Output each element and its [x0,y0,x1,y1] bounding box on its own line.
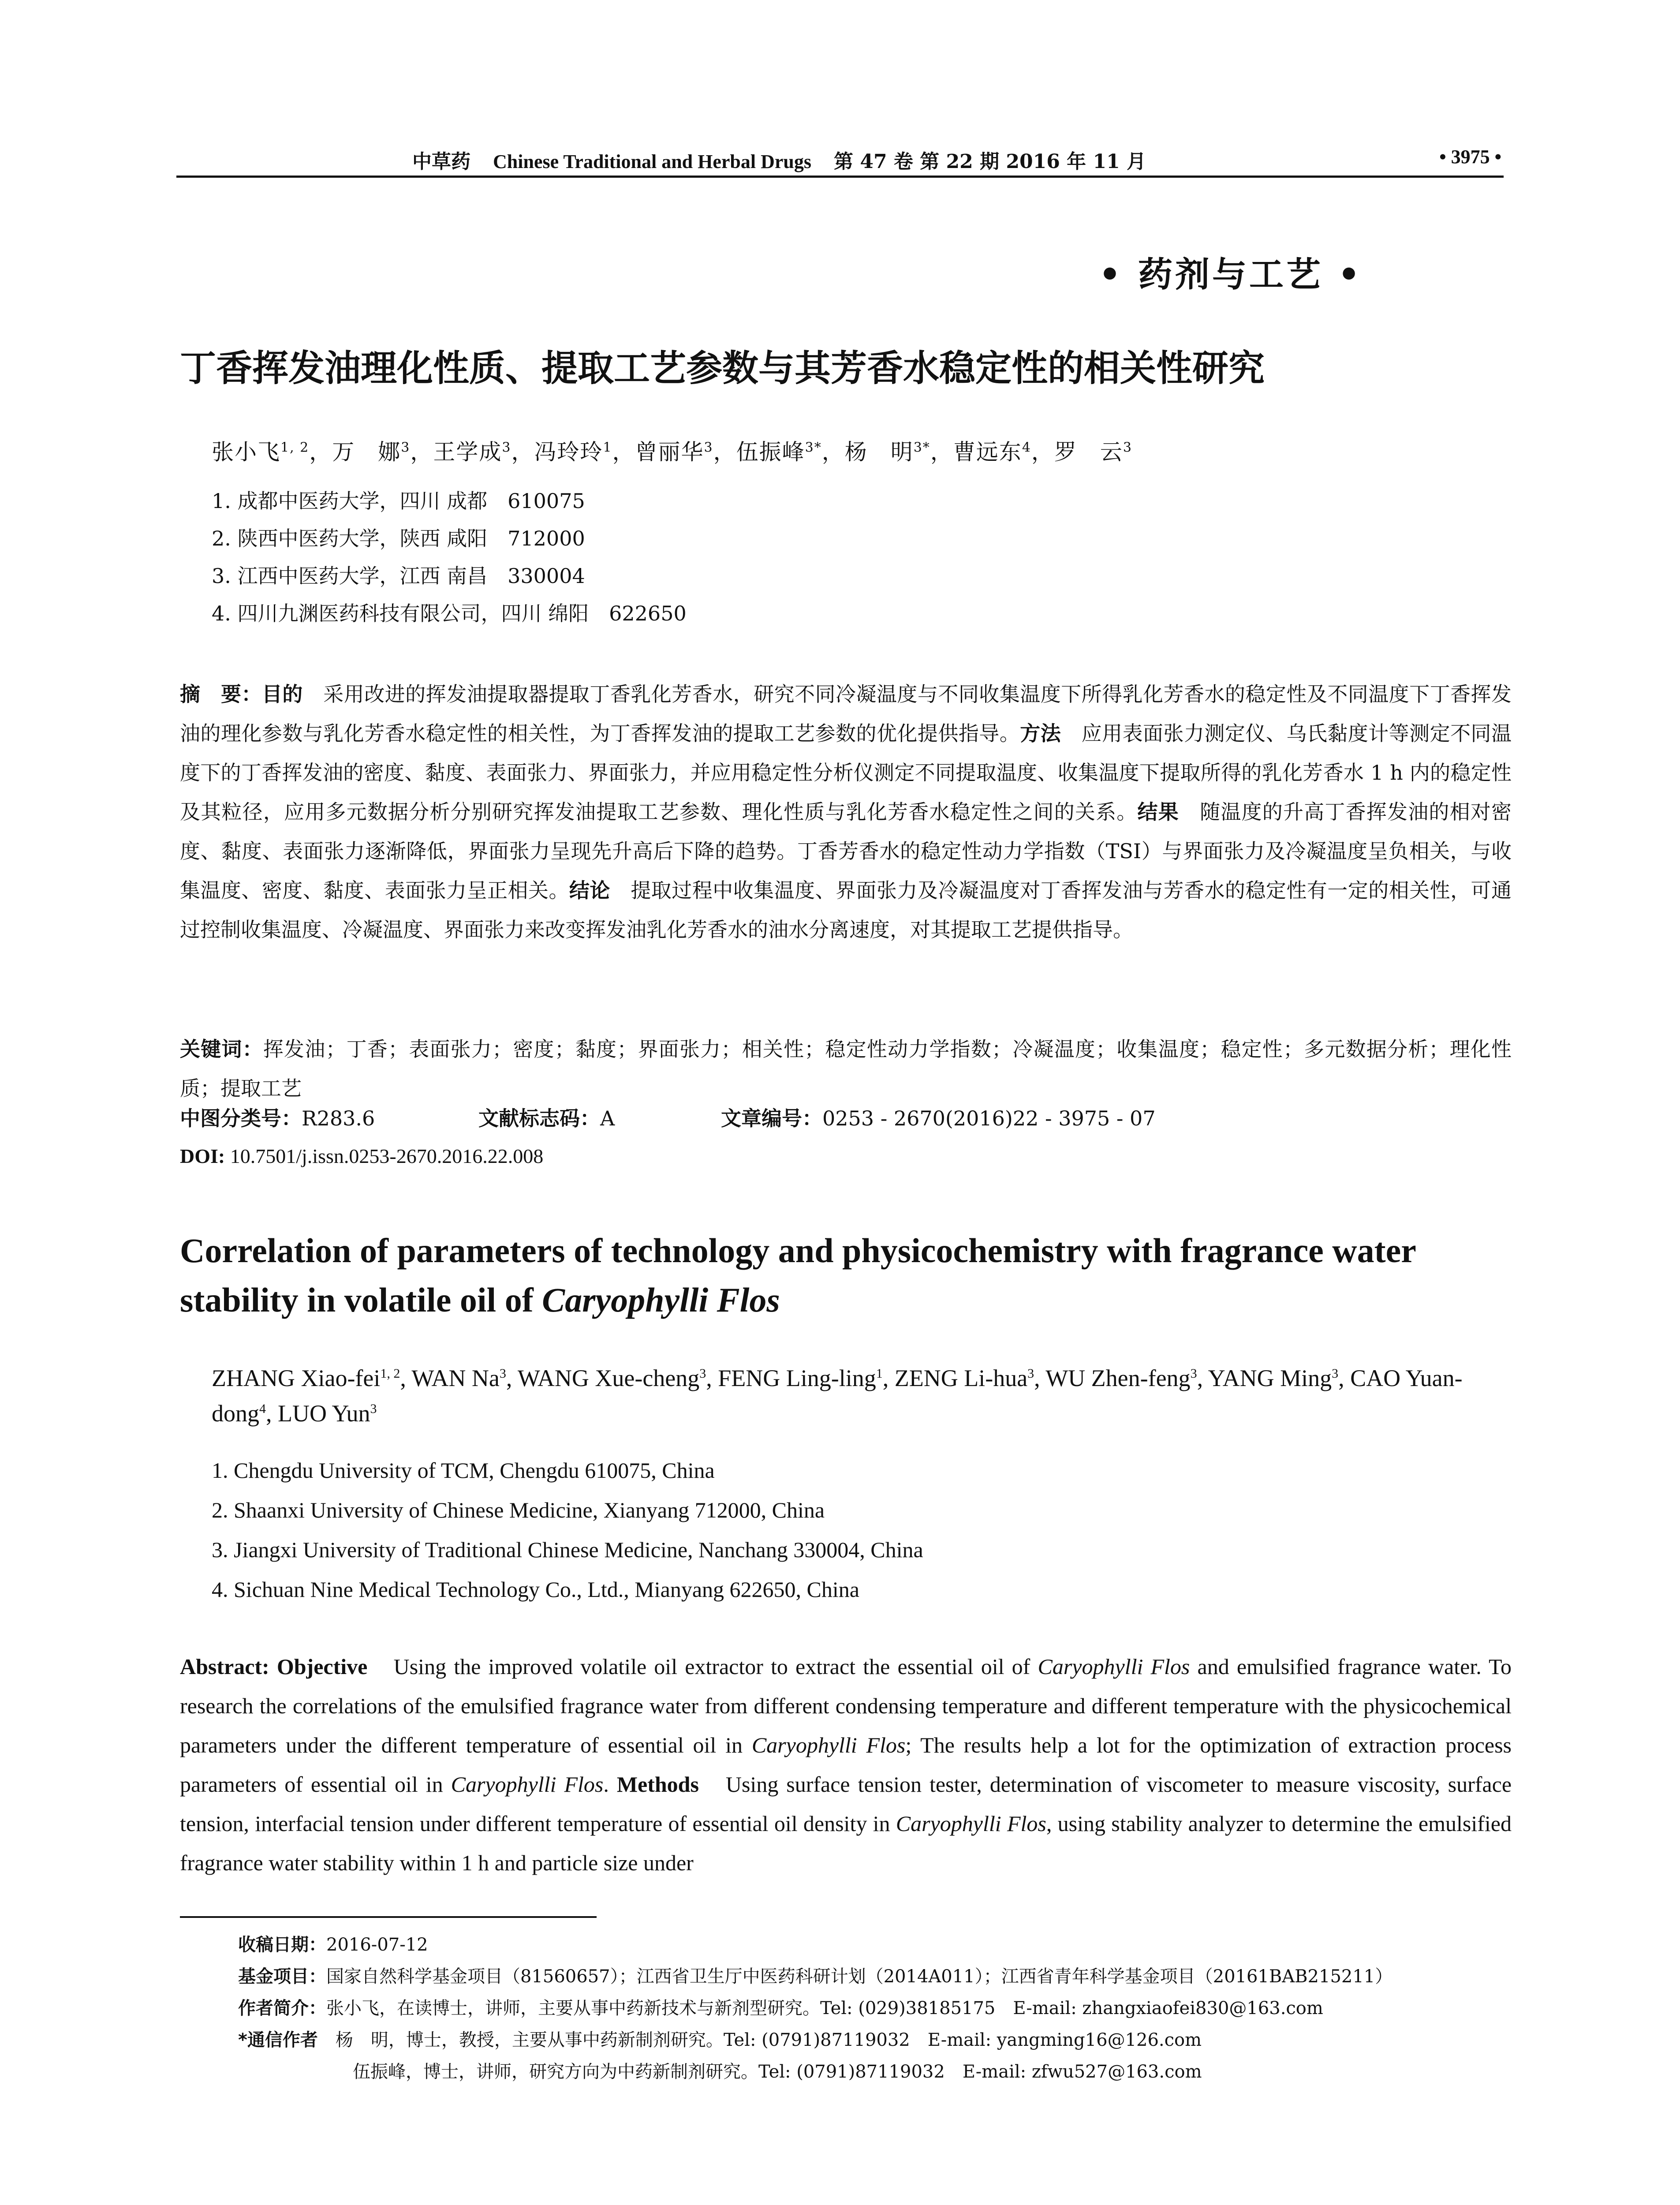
author-cn-name: 万 娜 [332,439,401,465]
author-cn-name: 王学成 [433,439,502,465]
footnote-fund [238,1962,1393,1988]
author-cn-name: 曹远东 [953,439,1022,465]
issue-info: 第 47 卷 第 22 期 2016 年 11 月 [834,150,1146,173]
abstract-en-text-3: ; The results help a lot for the optimization of extraction process parameters of essential oil in [180,1733,1512,1797]
doc-label: 文献标志码： [478,1106,600,1130]
author-cn-affiliation-mark: 1, 2 [280,440,310,456]
author-cn-name: 伍振峰 [736,439,805,465]
footnote-corresponding-2: 伍振峰，博士，讲师，研究方向为中药新制剂研究。Tel: (0791)87119032 E-mail: zfwu527@163.com [353,2062,1202,2082]
author-en-affiliation-mark: 1, 2 [380,1366,400,1381]
affiliation-cn-2: 2. 陕西中医药大学，陕西 咸阳 712000 [212,527,585,550]
author-en-separator: , [1338,1365,1351,1391]
affiliation-en-3: 3. Jiangxi University of Traditional Chinese Medicine, Nanchang 330004, China [212,1537,923,1562]
footnote-rule [180,1916,597,1918]
author-cn-affiliation-mark: 1 [603,440,612,456]
author-cn-affiliation-mark: 3 [502,440,511,456]
methods-label: 方法 [1020,721,1061,745]
clc-label: 中图分类号： [180,1106,302,1130]
author-cn-affiliation-mark: 3* [913,440,930,456]
footnote-corresponding [238,2026,1202,2051]
title-cn: 丁香挥发油理化性质、提取工艺参数与其芳香水稳定性的相关性研究 [180,348,1265,389]
conclusion-label: 结论 [569,878,610,902]
journal-name-cn: 中草药 [412,150,470,173]
author-cn-separator: ， [511,439,534,465]
abstract-en-text-6: , using stability analyzer to determine the emulsified fragrance water stability within 1 h and particle size under [180,1811,1512,1875]
affiliation-cn-1: 1. 成都中医药大学，四川 成都 610075 [212,489,585,513]
fund-label: 基金项目： [238,1966,326,1987]
author-cn-name: 杨 明 [844,439,914,465]
affiliation-cn-3: 3. 江西中医药大学，江西 南昌 330004 [212,564,585,588]
species-name: Caryophylli Flos [1038,1654,1190,1679]
author-en-separator: , [266,1400,278,1427]
author-en-affiliation-mark: 3 [1332,1366,1339,1381]
author-cn-separator: ， [713,439,736,465]
author-en-name: ZENG Li-hua [894,1365,1028,1391]
authors-en [212,1360,1517,1431]
author-cn-separator: ， [309,439,332,465]
abstract-en-text-2: and emulsified fragrance water. To research the correlations of the emulsified fragrance water from different condensing temperature and different temperature with the physicochemical parameters under the different temperature of essential oil in [180,1654,1512,1757]
corresponding-text-1: 杨 明，博士，教授，主要从事中药新制剂研究。Tel: (0791)87119032 E-mail: yangming16@126.com [317,2030,1202,2050]
abstract-en [180,1647,1512,1883]
author-en-name: WAN Na [411,1365,500,1391]
author-bio-label: 作者简介： [238,1998,326,2018]
abstract-cn [180,675,1512,949]
author-en-affiliation-mark: 3 [370,1401,377,1416]
abstract-en-text-1: Using the improved volatile oil extractor to extract the essential oil of [367,1654,1038,1679]
clc-number [180,1102,375,1132]
objective-text: 采用改进的挥发油提取器提取丁香乳化芳香水，研究不同冷凝温度与不同收集温度下所得乳化芳香水的稳定性及不同温度下丁香挥发油的理化参数与乳化芳香水稳定性的相关性，为丁香挥发油的提取工艺参数的优化提供指导。 [180,682,1512,745]
author-en-affiliation-mark: 3 [699,1366,706,1381]
article-label: 文章编号： [721,1106,822,1130]
author-en-name: CAO Yuan-dong [212,1365,1463,1427]
author-en-separator: , [706,1365,718,1391]
author-cn-affiliation-mark: 3 [401,440,411,456]
affiliation-en-1: 1. Chengdu University of TCM, Chengdu 610075, China [212,1458,715,1483]
objective-label: 目的 [261,682,303,706]
author-en-affiliation-mark: 3 [1190,1366,1197,1381]
author-en-name: WU Zhen-feng [1045,1365,1191,1391]
author-cn-name: 张小飞 [212,439,280,465]
running-header [412,146,1146,174]
author-cn-affiliation-mark: 4 [1022,440,1031,456]
received-date: 2016-07-12 [326,1935,428,1955]
species-name: Caryophylli Flos [896,1811,1046,1836]
article-number [721,1102,1156,1132]
title-en-italic: Caryophylli Flos [542,1281,780,1319]
author-en-name: FENG Ling-ling [718,1365,876,1391]
article-value: 0253 - 2670(2016)22 - 3975 - 07 [822,1106,1156,1130]
species-name: Caryophylli Flos [751,1733,906,1757]
author-cn-affiliation-mark: 3 [1123,440,1132,456]
author-en-separator: , [506,1365,518,1391]
keywords-cn [180,1030,1512,1108]
fund-text: 国家自然科学基金项目（81560657）；江西省卫生厅中医药科研计划（2014A011）；江西省青年科学基金项目（20161BAB215211） [326,1966,1393,1987]
author-en-separator: , [1034,1365,1046,1391]
authors-cn [212,434,1132,466]
abstract-cn-label: 摘 要： [180,682,262,706]
methods-text: 应用表面张力测定仪、乌氏黏度计等测定不同温度下的丁香挥发油的密度、黏度、表面张力、界面张力，并应用稳定性分析仪测定不同提取温度、收集温度下提取所得的乳化芳香水 1 h 内的稳定性及其粒径，应用多元数据分析分别研究挥发油提取工艺参数、理化性质与乳化芳香水稳定性之间的关系。 [180,721,1512,824]
author-en-affiliation-mark: 1 [876,1366,883,1381]
author-cn-separator: ， [821,439,845,465]
doc-value: A [600,1106,615,1130]
keywords-label: 关键词： [180,1037,263,1061]
affiliation-en-4: 4. Sichuan Nine Medical Technology Co., Ltd., Mianyang 622650, China [212,1577,859,1602]
author-en-name: ZHANG Xiao-fei [212,1365,381,1391]
footnote-received [238,1931,428,1956]
author-cn-name: 罗 云 [1054,439,1123,465]
header-rule [176,176,1504,178]
affiliation-en-2: 2. Shaanxi University of Chinese Medicine, Xianyang 712000, China [212,1498,825,1522]
document-code [478,1102,615,1132]
affiliation-cn-4: 4. 四川九渊医药科技有限公司，四川 绵阳 622650 [212,602,687,625]
author-cn-separator: ， [612,439,635,465]
page-number: • 3975 • [1439,146,1501,168]
clc-value: R283.6 [302,1106,375,1130]
author-en-affiliation-mark: 3 [1027,1366,1034,1381]
author-cn-affiliation-mark: 3* [805,440,822,456]
author-en-affiliation-mark: 4 [259,1401,266,1416]
author-en-name: WANG Xue-cheng [517,1365,700,1391]
journal-name-en: Chinese Traditional and Herbal Drugs [493,151,812,172]
author-en-name: YANG Ming [1208,1365,1332,1391]
title-en-main: Correlation of parameters of technology and physicochemistry with fragrance water stability in volatile oil of [180,1231,1416,1319]
doi [180,1144,543,1168]
author-cn-name: 曾丽华 [635,439,704,465]
author-en-name: LUO Yun [278,1400,370,1427]
author-cn-name: 冯玲玲 [534,439,603,465]
author-bio-text: 张小飞，在读博士，讲师，主要从事中药新技术与新剂型研究。Tel: (029)38185175 E-mail: zhangxiaofei830@163.com [326,1998,1323,2018]
section-tag: • 药剂与工艺 • [1098,254,1363,295]
author-cn-separator: ， [410,439,433,465]
abstract-en-methods-label: Methods [616,1772,699,1797]
results-label: 结果 [1137,800,1179,824]
received-label: 收稿日期： [238,1935,326,1955]
author-cn-separator: ， [1031,439,1054,465]
abstract-en-text-4: . [603,1772,617,1797]
species-name: Caryophylli Flos [451,1772,604,1797]
keywords-text: 挥发油；丁香；表面张力；密度；黏度；界面张力；相关性；稳定性动力学指数；冷凝温度；收集温度；稳定性；多元数据分析；理化性质；提取工艺 [180,1037,1512,1100]
doi-link[interactable]: 10.7501/j.issn.0253-2670.2016.22.008 [230,1145,544,1167]
author-en-separator: , [1197,1365,1208,1391]
title-en [180,1226,1525,1325]
corresponding-label: *通信作者 [238,2030,318,2050]
author-en-separator: , [882,1365,895,1391]
abstract-en-label: Abstract: Objective [180,1654,368,1679]
results-text: 随温度的升高丁香挥发油的相对密度、黏度、表面张力逐渐降低，界面张力呈现先升高后下降的趋势。丁香芳香水的稳定性动力学指数（TSI）与界面张力及冷凝温度呈负相关，与收集温度、密度、黏度、表面张力呈正相关。 [180,800,1512,902]
conclusion-text: 提取过程中收集温度、界面张力及冷凝温度对丁香挥发油与芳香水的稳定性有一定的相关性，可通过控制收集温度、冷凝温度、界面张力来改变挥发油乳化芳香水的油水分离速度，对其提取工艺提供指导。 [180,878,1512,942]
author-cn-separator: ， [930,439,953,465]
author-en-separator: , [400,1365,412,1391]
abstract-en-text-5: Using surface tension tester, determination of viscometer to measure viscosity, surface tension, interfacial tension under different temperature of essential oil density in [180,1772,1512,1836]
doi-label: DOI: [180,1145,225,1167]
author-en-affiliation-mark: 3 [499,1366,506,1381]
author-cn-affiliation-mark: 3 [704,440,713,456]
footnote-author [238,1994,1323,2019]
